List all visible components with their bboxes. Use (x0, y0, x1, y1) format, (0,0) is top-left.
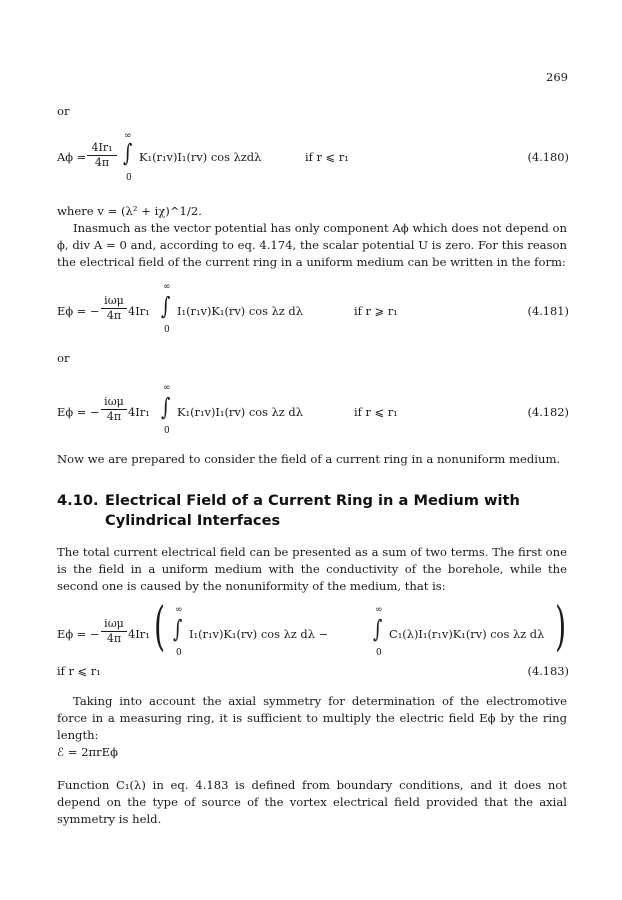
integral-lower-limit: 0 (126, 173, 132, 183)
eq-lhs: Eϕ = − (57, 405, 100, 419)
eq-lhs: Eϕ = − (57, 627, 100, 641)
section-title-line-2: Cylindrical Interfaces (105, 512, 281, 529)
emf-equation: ℰ = 2πrEϕ (57, 745, 119, 759)
equation-4-180 (57, 131, 569, 195)
eq-fraction (101, 396, 127, 423)
paragraph-now: Now we are prepared to consider the field of a current ring in a nonuniform medium. (57, 452, 561, 466)
where-line: where v = (λ² + iχ)^1/2. (57, 204, 202, 218)
eq-integrand-1: I₁(r₁v)K₁(rv) cos λz dλ − (189, 627, 329, 641)
equation-4-182 (57, 383, 569, 443)
eq-condition: if r ⩽ r₁ (354, 405, 398, 419)
section-title-line-1: Electrical Field of a Current Ring in a Medium with (105, 492, 520, 509)
eq-coefficient: 4Ir₁ (128, 627, 150, 641)
equation-number: (4.180) (527, 150, 569, 164)
integral-sign: ∫ (161, 292, 171, 320)
left-parenthesis: ( (154, 597, 166, 657)
page-number: 269 (546, 70, 568, 84)
fraction-numerator: iωμ (104, 294, 124, 307)
integral-sign-2: ∫ (373, 615, 383, 643)
eq-fraction (87, 142, 117, 169)
eq-coefficient: 4Ir₁ (128, 405, 150, 419)
section-number: 4.10. (57, 492, 99, 509)
eq-integrand-2: C₁(λ)I₁(r₁v)K₁(rv) cos λz dλ (389, 627, 545, 641)
integral-lower-limit: 0 (164, 426, 170, 436)
equation-4-181 (57, 282, 569, 342)
right-parenthesis: ) (555, 597, 567, 657)
integral-upper-limit: ∞ (163, 383, 171, 393)
fraction-denominator: 4π (106, 309, 122, 322)
eq-lhs: Aϕ = (57, 150, 87, 164)
integral-lower-limit: 0 (164, 325, 170, 335)
integral-sign-1: ∫ (173, 615, 183, 643)
integral-upper-limit: ∞ (124, 131, 132, 141)
integral-sign: ∫ (123, 139, 133, 167)
paragraph-total: The total current electrical field can be presented as a sum of two terms. The first one is the field in a uniform medium with the conductivity of the borehole, while the second one is caused by the nonuniformity of the medium, that is: (57, 545, 567, 594)
integral-sign: ∫ (161, 393, 171, 421)
eq-condition: if r ⩽ r₁ (57, 664, 101, 678)
eq-coefficient: 4Ir₁ (128, 304, 150, 318)
eq-condition: if r ⩽ r₁ (305, 150, 349, 164)
fraction-numerator: iωμ (104, 395, 124, 408)
equation-number: (4.181) (527, 304, 569, 318)
integral-upper-limit-2: ∞ (375, 605, 383, 615)
paragraph-inasmuch: Inasmuch as the vector potential has only component Aϕ which does not depend on ϕ, div A = 0 and, according to eq. 4.174, the scalar potential U is zero. For this reason the electrical field of the current ring in a uniform medium can be written in the form: (57, 221, 567, 270)
fraction-numerator: iωμ (104, 617, 124, 630)
integral-upper-limit-1: ∞ (175, 605, 183, 615)
fraction-denominator: 4π (94, 156, 110, 169)
eq-condition: if r ⩾ r₁ (354, 304, 398, 318)
paragraph-taking-into-account: Taking into account the axial symmetry for determination of the electromotive force in a measuring ring, it is sufficient to multiply the electric field Eϕ by the ring length: (57, 694, 567, 743)
eq-fraction (101, 618, 127, 645)
integral-upper-limit: ∞ (163, 282, 171, 292)
equation-number: (4.183) (527, 664, 569, 678)
equation-4-183 (57, 597, 569, 697)
fraction-denominator: 4π (106, 410, 122, 423)
fraction-numerator: 4Ir₁ (91, 141, 113, 154)
integral-lower-limit-1: 0 (176, 648, 182, 658)
eq-lhs: Eϕ = − (57, 304, 100, 318)
connector-or-2: or (57, 351, 70, 365)
integral-lower-limit-2: 0 (376, 648, 382, 658)
section-heading (57, 491, 577, 531)
equation-number: (4.182) (527, 405, 569, 419)
eq-integrand: K₁(r₁v)I₁(rv) cos λzdλ (139, 150, 262, 164)
eq-fraction (101, 295, 127, 322)
fraction-denominator: 4π (106, 632, 122, 645)
eq-integrand: K₁(r₁v)I₁(rv) cos λz dλ (177, 405, 303, 419)
eq-integrand: I₁(r₁v)K₁(rv) cos λz dλ (177, 304, 303, 318)
paragraph-function: Function C₁(λ) in eq. 4.183 is defined from boundary conditions, and it does not depend on the type of source of the vortex electrical field provided that the axial symmetry is held. (57, 778, 567, 827)
connector-or-1: or (57, 104, 70, 118)
